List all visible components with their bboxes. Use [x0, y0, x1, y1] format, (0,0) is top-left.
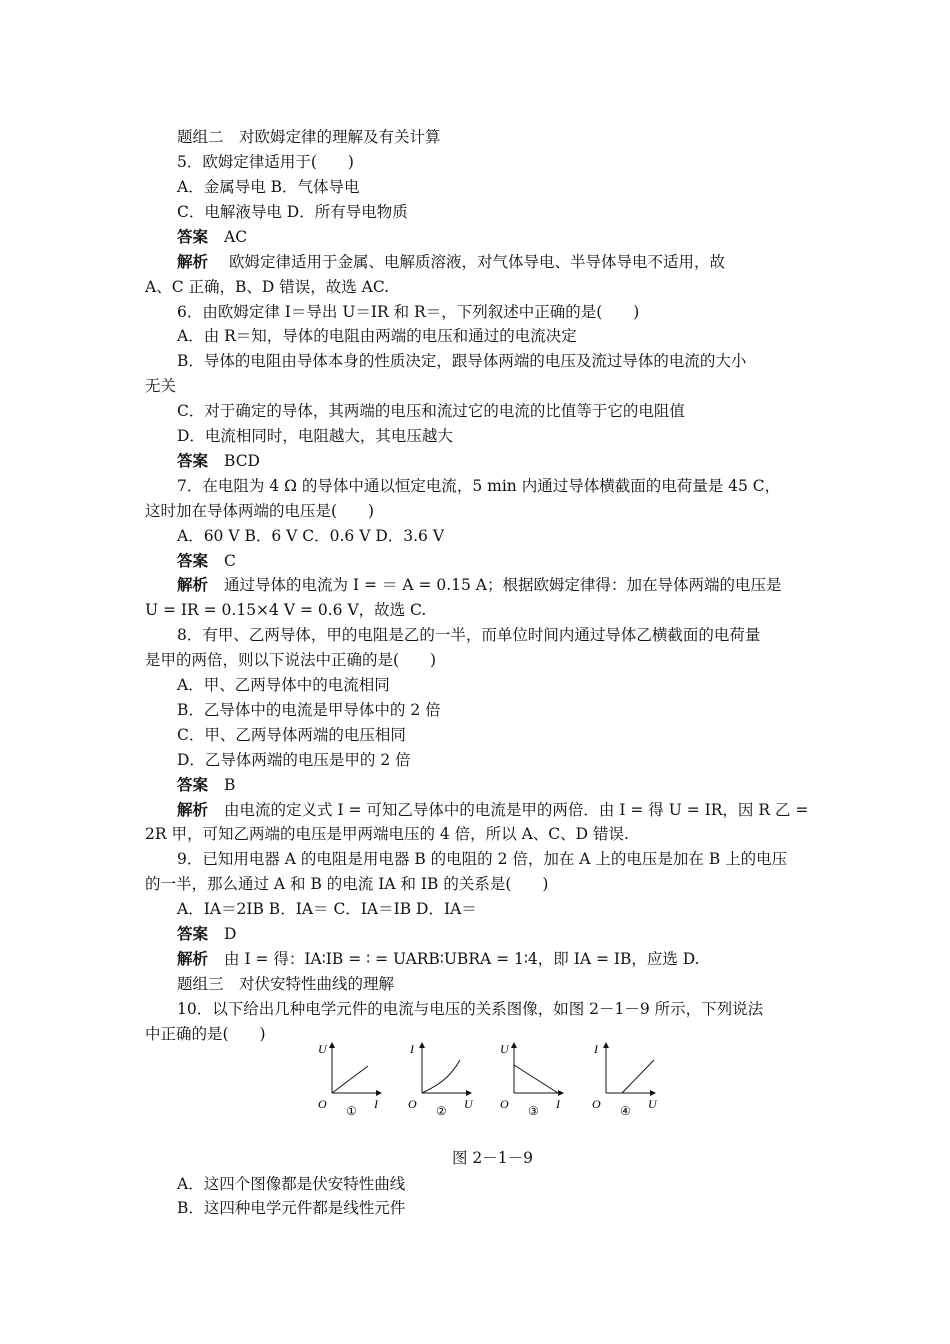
analysis-text: 欧姆定律适用于金属、电解质溶液，对气体导电、半导体导电不适用，故	[224, 253, 725, 271]
question-9: 9．已知用电器 A 的电阻是用电器 B 的电阻的 2 倍，加在 A 上的电压是加在 B 上的电压	[177, 850, 788, 868]
section-heading: 题组二 对欧姆定律的理解及有关计算	[177, 128, 441, 146]
answer-label: 答案	[177, 924, 209, 943]
analysis-label: 解析	[177, 800, 209, 819]
answer-label: 答案	[177, 775, 209, 794]
question-5: 5．欧姆定律适用于( )	[177, 153, 354, 171]
option-line: A．甲、乙两导体中的电流相同	[177, 676, 390, 694]
answer-label: 答案	[177, 451, 209, 470]
analysis-text: 由电流的定义式 I = 可知乙导体中的电流是甲的两倍．由 I = 得 U = IR，因 R 乙 =	[224, 801, 809, 819]
option-line: A．IA＝2IB B．IA＝ C．IA＝IB D．IA＝	[177, 900, 477, 918]
option-line: C．电解液导电 D．所有导电物质	[177, 203, 408, 221]
analysis-line	[177, 949, 700, 969]
option-line: B．这四种电学元件都是线性元件	[177, 1199, 406, 1217]
question-8: 8．有甲、乙两导体，甲的电阻是乙的一半，而单位时间内通过导体乙横截面的电荷量	[177, 626, 761, 644]
graph-number: ③	[528, 1104, 539, 1118]
analysis-label: 解析	[177, 949, 209, 968]
analysis-continuation: A、C 正确，B、D 错误，故选 AC.	[145, 278, 390, 296]
option-line: A．60 V B．6 V C．0.6 V D．3.6 V	[177, 527, 445, 545]
question-7: 7．在电阻为 4 Ω 的导体中通以恒定电流，5 min 内通过导体横截面的电荷量是 45 C，	[177, 477, 781, 495]
origin-label: O	[318, 1097, 327, 1111]
origin-label: O	[408, 1097, 417, 1111]
graph-number: ④	[620, 1104, 631, 1118]
origin-label: O	[592, 1097, 601, 1111]
y-axis-label: U	[500, 1042, 509, 1056]
answer-line	[177, 924, 236, 944]
analysis-line	[177, 252, 725, 272]
analysis-text: 由 I = 得：IA∶IB = ∶ = UARB∶UBRA = 1∶4，即 IA = IB，应选 D.	[224, 950, 700, 968]
graph-number: ①	[346, 1104, 357, 1118]
analysis-label: 解析	[177, 252, 209, 271]
section-heading: 题组三 对伏安特性曲线的理解	[177, 975, 395, 993]
graph-3	[500, 1042, 564, 1118]
question-10: 10．以下给出几种电学元件的电流与电压的关系图像，如图 2－1－9 所示，下列说法	[177, 1000, 764, 1018]
question-continuation: 的一半，那么通过 A 和 B 的电流 IA 和 IB 的关系是( )	[145, 875, 549, 893]
graph-number: ②	[436, 1104, 447, 1118]
question-continuation: 中正确的是( )	[145, 1025, 266, 1043]
answer-value: C	[224, 552, 236, 570]
x-axis-label: U	[648, 1097, 657, 1111]
option-line: A．这四个图像都是伏安特性曲线	[177, 1175, 406, 1193]
x-axis-label: I	[374, 1097, 378, 1111]
option-line: D．乙导体两端的电压是甲的 2 倍	[177, 751, 411, 769]
answer-value: AC	[224, 228, 248, 246]
question-continuation: 是甲的两倍，则以下说法中正确的是( )	[145, 651, 437, 669]
answer-line	[177, 227, 247, 247]
analysis-line	[177, 575, 782, 595]
question-6: 6．由欧姆定律 I＝导出 U＝IR 和 R＝，下列叙述中正确的是( )	[177, 303, 640, 321]
figure-graphs	[312, 1038, 672, 1120]
y-axis-label: U	[318, 1042, 327, 1056]
option-line: B．导体的电阻由导体本身的性质决定，跟导体两端的电压及流过导体的电流的大小	[177, 352, 747, 370]
answer-label: 答案	[177, 551, 209, 570]
origin-label: O	[500, 1097, 509, 1111]
graph-1	[318, 1042, 382, 1118]
option-continuation: 无关	[145, 377, 177, 395]
option-line: C．甲、乙两导体两端的电压相同	[177, 726, 406, 744]
analysis-line	[177, 800, 808, 820]
answer-value: D	[224, 925, 237, 943]
option-line: D．电流相同时，电阻越大，其电压越大	[177, 427, 453, 445]
graphs-svg	[312, 1038, 672, 1120]
graph-2	[408, 1042, 474, 1118]
y-axis-label: I	[594, 1042, 598, 1056]
option-line: A．由 R＝知，导体的电阻由两端的电压和通过的电流决定	[177, 327, 577, 345]
x-axis-label: I	[556, 1097, 560, 1111]
option-line: B．乙导体中的电流是甲导体中的 2 倍	[177, 701, 441, 719]
y-axis-label: I	[410, 1042, 414, 1056]
answer-line	[177, 551, 236, 571]
answer-line	[177, 451, 260, 471]
graph-4	[592, 1042, 658, 1118]
answer-line	[177, 775, 235, 795]
option-line: C．对于确定的导体，其两端的电压和流过它的电流的比值等于它的电阻值	[177, 402, 685, 420]
analysis-text: 通过导体的电流为 I = ＝ A = 0.15 A；根据欧姆定律得：加在导体两端的电压是	[224, 576, 782, 594]
question-continuation: 这时加在导体两端的电压是( )	[145, 502, 375, 520]
analysis-continuation: 2R 甲，可知乙两端的电压是甲两端电压的 4 倍，所以 A、C、D 错误.	[145, 825, 629, 843]
analysis-label: 解析	[177, 575, 209, 594]
answer-value: BCD	[224, 452, 260, 470]
option-line: A．金属导电 B．气体导电	[177, 178, 360, 196]
x-axis-label: U	[464, 1097, 473, 1111]
analysis-continuation: U = IR = 0.15×4 V = 0.6 V，故选 C.	[145, 601, 427, 619]
answer-label: 答案	[177, 227, 209, 246]
figure-caption: 图 2－1－9	[452, 1149, 534, 1167]
answer-value: B	[224, 776, 236, 794]
